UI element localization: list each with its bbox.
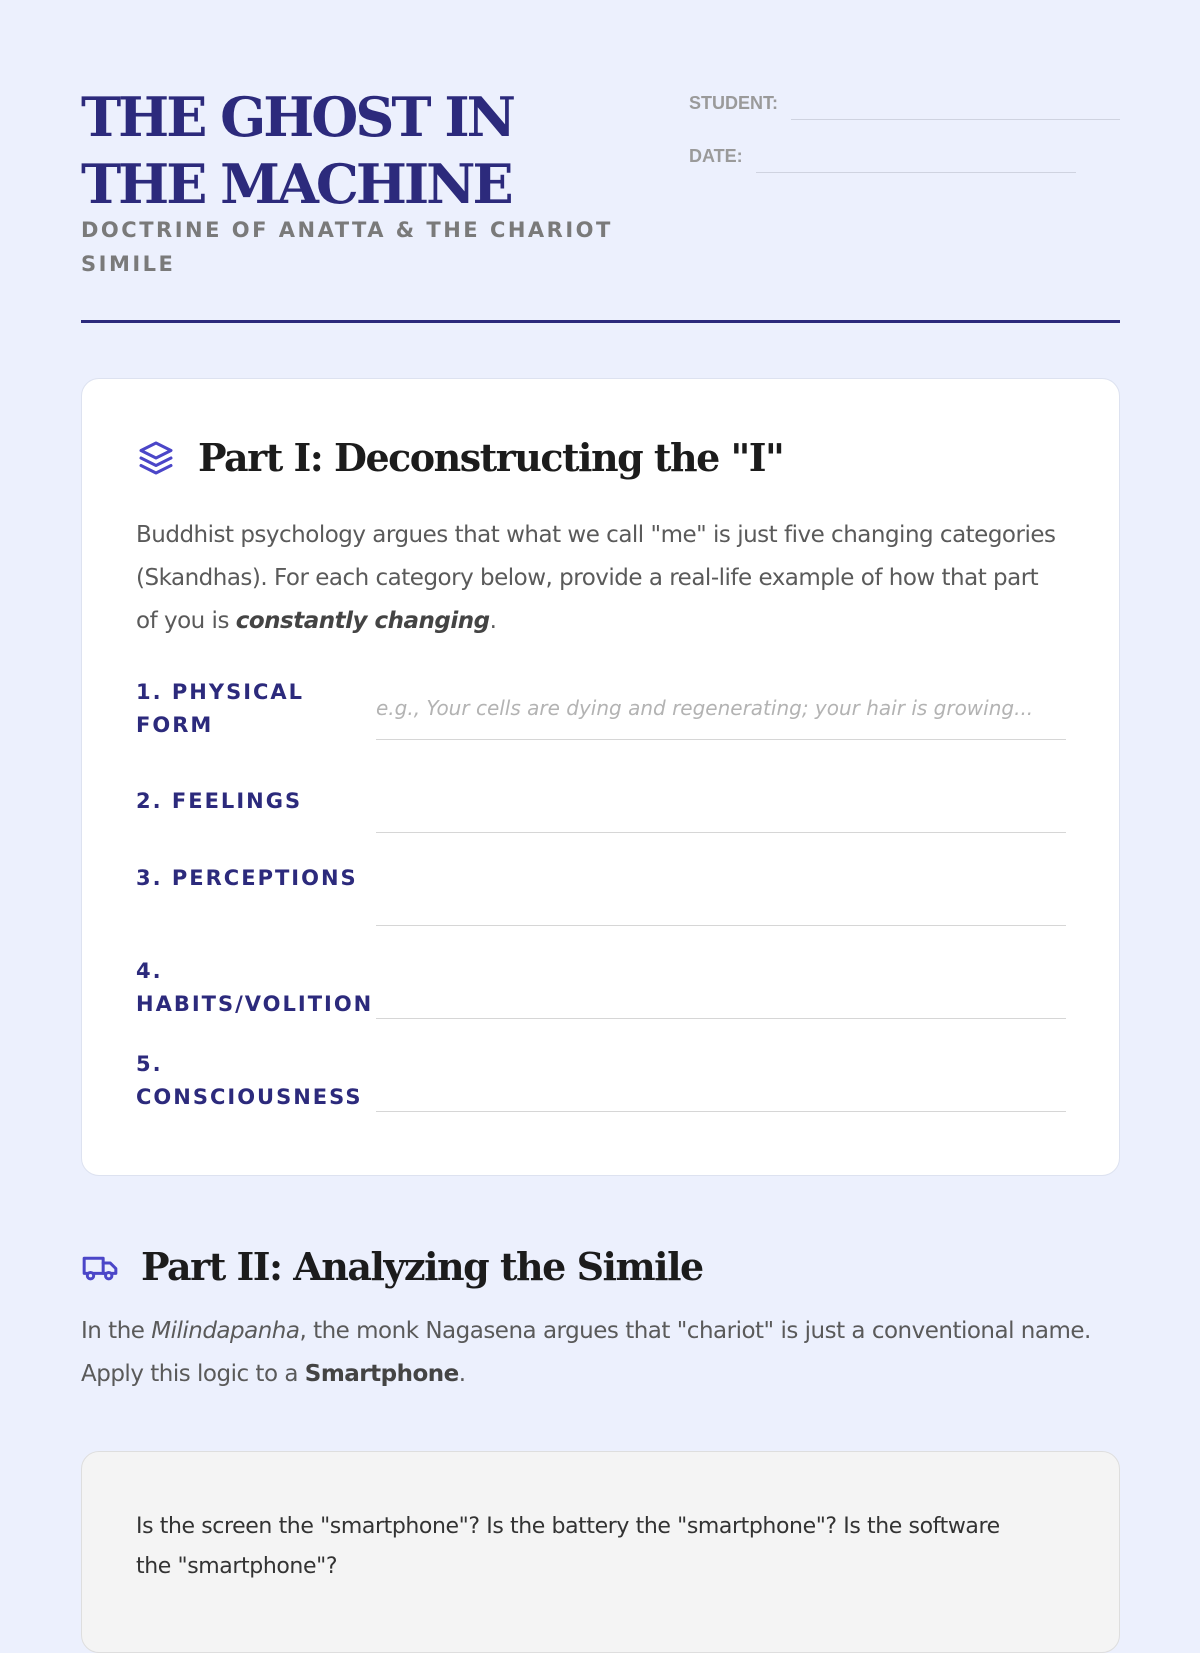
truck-icon <box>81 1248 119 1286</box>
part2-section <box>81 1244 1120 1387</box>
date-field[interactable] <box>756 142 1076 173</box>
physical-form-input[interactable] <box>376 676 1066 740</box>
header-divider <box>81 320 1120 323</box>
student-info <box>689 86 1120 192</box>
part2-intro-end: . <box>458 1361 466 1387</box>
student-label: STUDENT: <box>689 93 778 113</box>
skandha-row-physical-form <box>136 676 1066 769</box>
part2-title: Part II: Analyzing the Simile <box>141 1244 703 1289</box>
skandha-row-feelings <box>136 769 1066 862</box>
skandha-label: 2. FEELINGS <box>136 789 303 813</box>
part1-title: Part I: Deconstructing the "I" <box>198 435 784 480</box>
layers-icon <box>136 438 176 478</box>
part2-source-title: Milindapanha <box>151 1318 300 1344</box>
page-title: THE GHOST IN THE MACHINE <box>81 85 513 216</box>
student-row <box>689 86 1120 120</box>
part1-heading <box>136 435 783 480</box>
consciousness-input[interactable] <box>376 1048 1066 1112</box>
part1-intro-end: . <box>489 608 497 634</box>
student-name-field[interactable] <box>791 89 1120 120</box>
skandha-label: 3. PERCEPTIONS <box>136 866 358 890</box>
date-label: DATE: <box>689 146 743 166</box>
part1-intro-text: Buddhist psychology argues that what we call "me" is just five changing categories (Skandhas). For each category below, provide a real-life example of how that part of you is <box>136 522 1056 634</box>
skandha-row-perceptions <box>136 862 1066 955</box>
part2-heading <box>81 1244 1120 1289</box>
page-subtitle: DOCTRINE OF ANATTA & THE CHARIOT SIMILE <box>81 218 613 276</box>
part2-intro-text: In the <box>81 1318 152 1344</box>
part2-intro-middle: , the monk Nagasena argues that "chariot" is just a conventional name. Apply this logic to a <box>81 1318 1091 1387</box>
skandha-row-habits-volition <box>136 955 1066 1048</box>
part1-intro <box>136 514 1056 643</box>
skandha-label: 4. HABITS/VOLITION <box>136 959 374 1016</box>
skandha-list <box>136 676 1066 1141</box>
part2-subject: Smartphone <box>304 1361 459 1387</box>
part1-card <box>81 378 1120 1176</box>
perceptions-input[interactable] <box>376 862 1066 926</box>
skandha-row-consciousness <box>136 1048 1066 1141</box>
feelings-input[interactable] <box>376 769 1066 833</box>
worksheet-page <box>81 0 1120 1387</box>
date-row <box>689 139 1120 173</box>
habits-volition-input[interactable] <box>376 955 1066 1019</box>
part2-intro <box>81 1310 1120 1396</box>
question-box <box>81 1451 1120 1653</box>
skandha-label: 1. PHYSICAL FORM <box>136 680 305 737</box>
part1-intro-emphasis: constantly changing <box>235 608 490 634</box>
worksheet-header <box>81 0 1120 325</box>
skandha-label: 5. CONSCIOUSNESS <box>136 1052 363 1109</box>
question-text: Is the screen the "smartphone"? Is the battery the "smartphone"? Is the software the "smartphone"? <box>136 1514 1000 1579</box>
